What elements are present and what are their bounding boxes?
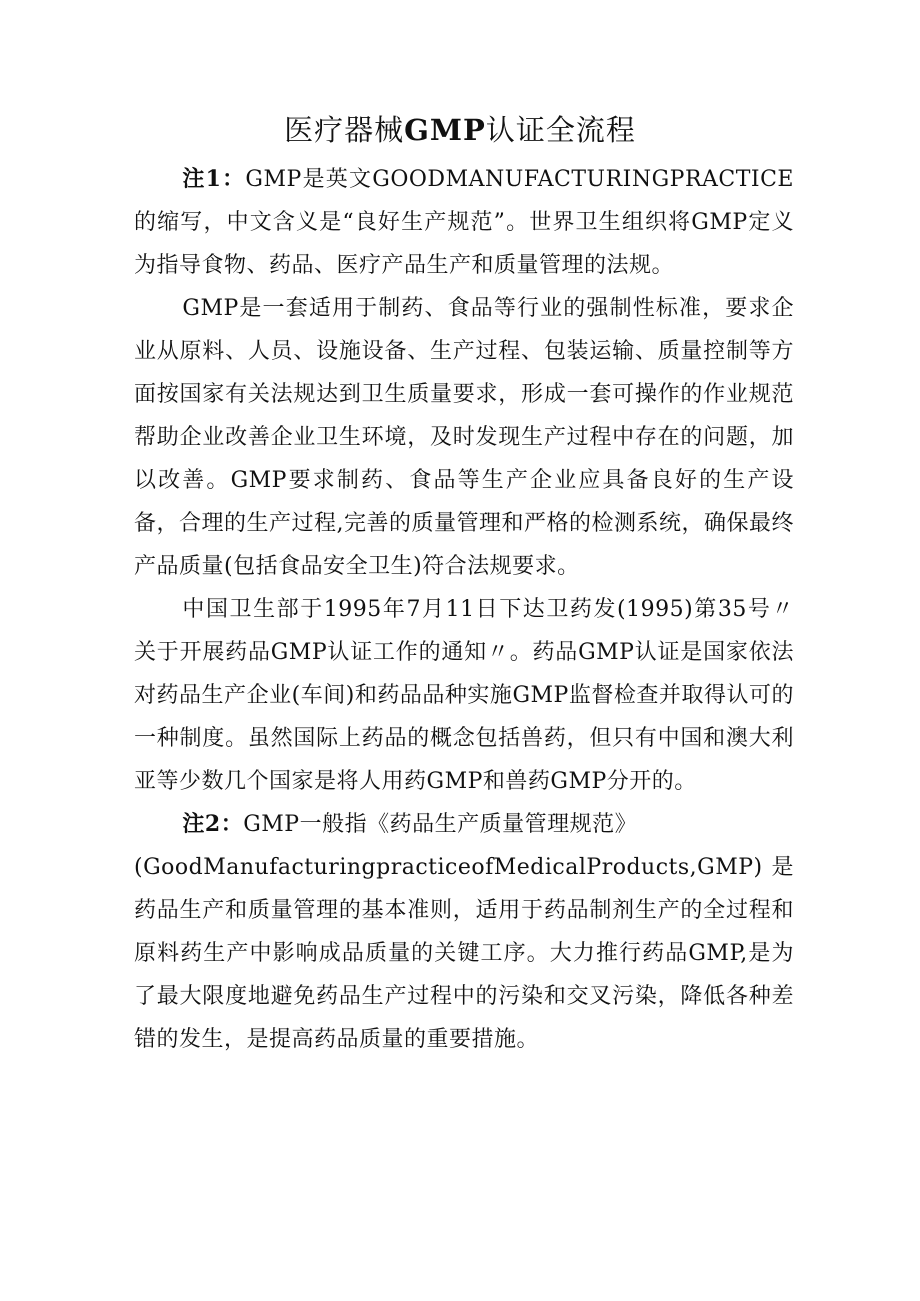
gmp-definition-paragraph: GMP是一套适用于制药、食品等行业的强制性标准，要求企业从原料、人员、设施设备、生产过程、包装运输、质量控制等方面按国家有关法规达到卫生质量要求，形成一套可操作的作业规范帮助企业改善企业卫生环境，及时发现生产过程中存在的问题，加以改善。GMP要求制药、食品等生产企业应具备良好的生产设备，合理的生产过程,完善的质量管理和严格的检测系统，确保最终产品质量(包括食品安全卫生)符合法规要求。	[134, 296, 794, 579]
document-body	[134, 158, 794, 1061]
note-2-paragraph	[134, 803, 794, 846]
note-1-text: GMP是英文GOODMANUFACTURINGPRACTICE的缩写，中文含义是“良好生产规范”。世界卫生组织将GMP定义为指导食物、药品、医疗产品生产和质量管理的法规。	[134, 167, 794, 278]
note-1-label: 注1：	[182, 166, 246, 192]
china-gmp-paragraph: 中国卫生部于1995年7月11日下达卫药发(1995)第35号〃关于开展药品GMP认证工作的通知〃。药品GMP认证是国家依法对药品生产企业(车间)和药品品种实施GMP监督检查并取得认可的一种制度。虽然国际上药品的概念包括兽药，但只有中国和澳大利亚等少数几个国家是将人用药GMP和兽药GMP分开的。	[134, 597, 794, 794]
document-title	[0, 110, 920, 150]
note-2-label: 注2：	[182, 811, 244, 837]
gmp-principles-paragraph: (GoodManufacturingpracticeofMedicalProducts,GMP)是药品生产和质量管理的基本准则，适用于药品制剂生产的全过程和原料药生产中影响成品质量的关键工序。大力推行药品GMP,是为了最大限度地避免药品生产过程中的污染和交叉污染，降低各种差错的发生，是提高药品质量的重要措施。	[134, 855, 794, 1052]
title-suffix: 认证全流程	[485, 113, 636, 147]
title-prefix: 医疗器械	[284, 113, 405, 147]
note-2-text: GMP一般指《药品生产质量管理规范》	[243, 812, 638, 837]
title-gmp: GMP	[404, 113, 486, 147]
note-1-paragraph	[134, 158, 794, 287]
